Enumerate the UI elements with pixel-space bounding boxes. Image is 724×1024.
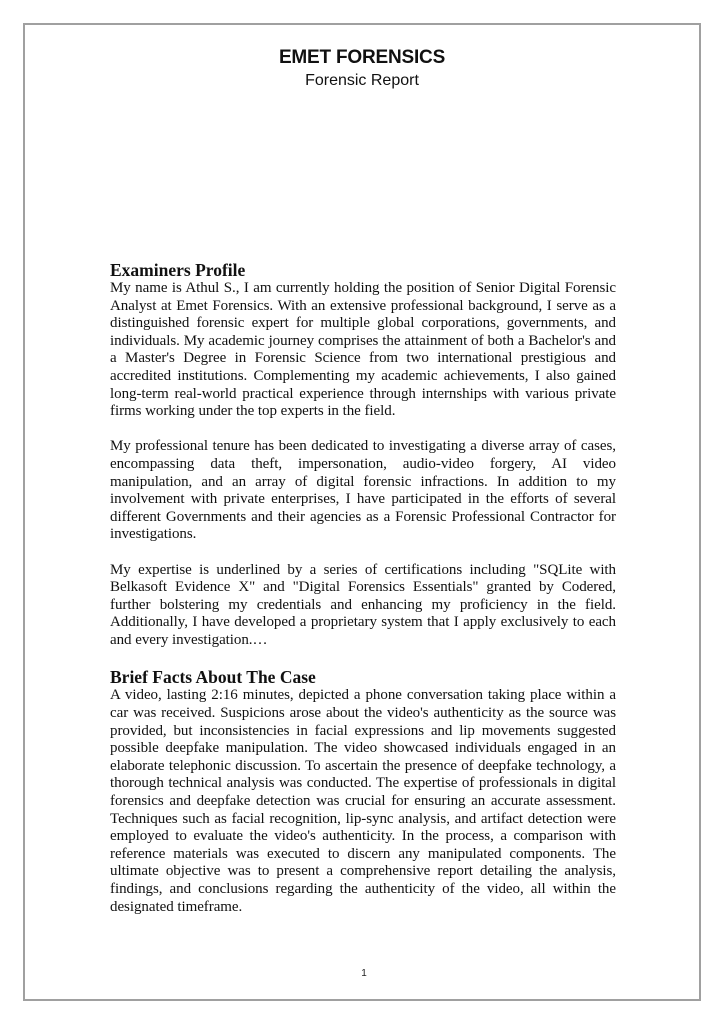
document-header: [0, 47, 724, 92]
company-title: EMET FORENSICS: [278, 47, 446, 68]
section-heading: Examiners Profile: [110, 260, 246, 280]
paragraph: My expertise is underlined by a series of certifications including "SQLite with Belkasoft Evidence X" and "Digital Forensics Essentials" granted by Codered, further bolstering my credentials and enhancing my proficiency in the field. Additionally, I have developed a proprietary system that I apply exclusively to each and every investigation.…: [110, 561, 616, 648]
paragraph: A video, lasting 2:16 minutes, depicted a phone conversation taking place within a car was received. Suspicions arose about the video's authenticity as the source was provided, but inconsistencies in facial expressions and lip movements suggested possible deepfake manipulation. The video showcased individuals engaged in an elaborate telephonic discussion. To ascertain the presence of deepfake technology, a thorough technical analysis was conducted. The expertise of professionals in digital forensics and deepfake detection was crucial for ensuring an accurate assessment. Techniques such as facial recognition, lip-sync analysis, and artifact detection were employed to evaluate the video's authenticity. In the process, a comparison with reference materials was executed to discern any manipulated components. The ultimate objective was to present a comprehensive report detailing the analysis, findings, and conclusions regarding the authenticity of the video, all within the designated timeframe.: [110, 687, 616, 915]
section-heading: Brief Facts About The Case: [110, 667, 316, 688]
document-body: [110, 261, 616, 934]
section-brief-facts: [110, 668, 616, 916]
report-subtitle: Forensic Report: [305, 72, 419, 89]
paragraph: My name is Athul S., I am currently holding the position of Senior Digital Forensic Analyst at Emet Forensics. With an extensive professional background, I serve as a distinguished forensic expert for multiple global corporations, governments, and individuals. My academic journey comprises the attainment of both a Bachelor's and a Master's Degree in Forensic Science from two international prestigious and accredited institutions. Complementing my academic achievements, I also gained long-term real-world practical experience through internships with various private firms working under the top experts in the field.: [110, 280, 616, 420]
section-examiners-profile: [110, 261, 616, 649]
page-number: 1: [361, 968, 367, 979]
paragraph: My professional tenure has been dedicated to investigating a diverse array of cases, encompassing data theft, impersonation, audio-video forgery, AI video manipulation, and an array of digital forensic infractions. In addition to my involvement with private enterprises, I have participated in the efforts of several different Governments and their agencies as a Forensic Professional Contractor for investigations.: [110, 438, 616, 543]
